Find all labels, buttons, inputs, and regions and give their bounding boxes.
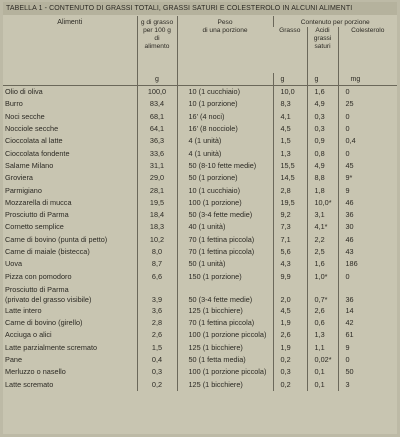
cholesterol-cell: 45 (338, 160, 397, 172)
table-row (3, 135, 397, 147)
food-name-cell: Carne di maiale (bistecca) (5, 247, 90, 256)
fat-per-100g-cell: 2,6 (137, 329, 177, 341)
cholesterol-cell: 9* (338, 172, 397, 184)
saturated-fat-cell: 2,2 (307, 234, 338, 246)
cholesterol-cell: 30 (338, 221, 397, 233)
portion-cell: 16' (4 noci) (177, 111, 273, 123)
food-name-cell: Pizza con pomodoro (5, 271, 72, 281)
food-name-cell: Prosciutto di Parma (privato del grasso visibile) (5, 284, 92, 304)
fat-per-100g-cell: 64,1 (137, 123, 177, 135)
table-row (3, 246, 397, 258)
food-name-cell: Acciuga o alici (5, 330, 52, 340)
food-name-cell: Prosciutto di Parma (5, 210, 69, 220)
unit-cell: g (273, 73, 307, 86)
cholesterol-cell: 14 (338, 305, 397, 317)
saturated-fat-cell: 1,0* (307, 270, 338, 282)
cholesterol-cell: 36 (338, 209, 397, 221)
fat-cell: 2,0 (273, 283, 307, 305)
portion-cell: 10 (1 porzione) (177, 98, 273, 110)
fat-cell: 5,6 (273, 246, 307, 258)
saturated-fat-cell: 1,6 (307, 258, 338, 270)
fat-per-100g-cell: 18,4 (137, 209, 177, 221)
cholesterol-cell: 61 (338, 329, 397, 341)
portion-cell: 100 (1 porzione piccola) (177, 366, 273, 378)
fat-per-100g-cell: 68,1 (137, 111, 177, 123)
fat-cell: 14,5 (273, 172, 307, 184)
cholesterol-cell: 36 (338, 283, 397, 305)
cholesterol-cell: 50 (338, 366, 397, 378)
saturated-fat-cell: 0,3 (307, 111, 338, 123)
cholesterol-cell: 0 (338, 86, 397, 99)
nutrition-table (3, 16, 397, 391)
saturated-fat-cell: 0,3 (307, 123, 338, 135)
unit-cell (3, 73, 137, 86)
food-name-cell: Groviera (5, 173, 33, 183)
portion-cell: 40 (1 unità) (177, 221, 273, 233)
saturated-fat-cell: 0,1 (307, 379, 338, 391)
saturated-fat-cell: 1,1 (307, 342, 338, 354)
header-food: Alimenti (57, 19, 83, 26)
cholesterol-cell: 46 (338, 234, 397, 246)
fat-cell: 7,1 (273, 234, 307, 246)
header-saturated: Acidi grassi saturi (307, 27, 338, 73)
food-name-cell: Mozzarella di mucca (5, 197, 72, 207)
food-name-cell: Carne di bovino (girello) (5, 318, 83, 328)
fat-per-100g-cell: 6,6 (137, 270, 177, 282)
fat-cell: 4,3 (273, 258, 307, 270)
portion-cell: 100 (1 porzione) (177, 197, 273, 209)
table-row (3, 172, 397, 184)
unit-cell (177, 73, 273, 86)
fat-cell: 4,5 (273, 305, 307, 317)
table-row (3, 184, 397, 196)
cholesterol-cell: 0 (338, 354, 397, 366)
table-row (3, 86, 397, 99)
food-name-cell: Latte parzialmente scremato (5, 342, 98, 352)
fat-cell: 1,9 (273, 342, 307, 354)
food-name-cell: Salame Milano (5, 160, 54, 170)
fat-per-100g-cell: 83,4 (137, 98, 177, 110)
fat-per-100g-cell: 10,2 (137, 234, 177, 246)
fat-per-100g-cell: 36,3 (137, 135, 177, 147)
saturated-fat-cell: 0,6 (307, 317, 338, 329)
fat-per-100g-cell: 31,1 (137, 160, 177, 172)
fat-per-100g-cell: 2,8 (137, 317, 177, 329)
saturated-fat-cell: 10,0* (307, 197, 338, 209)
food-name-cell: Pane (5, 355, 23, 365)
fat-per-100g-cell: 33,6 (137, 147, 177, 159)
cholesterol-cell: 9 (338, 342, 397, 354)
saturated-fat-cell: 0,8 (307, 147, 338, 159)
portion-cell: 4 (1 unità) (177, 147, 273, 159)
fat-per-100g-cell: 8,0 (137, 246, 177, 258)
table-row (3, 197, 397, 209)
fat-cell: 9,9 (273, 270, 307, 282)
fat-cell: 9,2 (273, 209, 307, 221)
portion-cell: 10 (1 cucchiaio) (177, 86, 273, 99)
unit-cell: mg (338, 73, 397, 86)
header-portion: Peso di una porzione (177, 16, 273, 73)
cholesterol-cell: 46 (338, 197, 397, 209)
portion-cell: 70 (1 fettina piccola) (177, 317, 273, 329)
portion-cell: 70 (1 fettina piccola) (177, 246, 273, 258)
table-row (3, 98, 397, 110)
cholesterol-cell: 9 (338, 184, 397, 196)
fat-per-100g-cell: 3,9 (137, 283, 177, 305)
portion-cell: 50 (3-4 fette medie) (177, 209, 273, 221)
cholesterol-cell: 0,4 (338, 135, 397, 147)
saturated-fat-cell: 2,6 (307, 305, 338, 317)
table-row (3, 270, 397, 282)
fat-cell: 19,5 (273, 197, 307, 209)
fat-per-100g-cell: 8,7 (137, 258, 177, 270)
table-row (3, 342, 397, 354)
portion-cell: 50 (3-4 fette medie) (177, 283, 273, 305)
table-row (3, 305, 397, 317)
portion-cell: 125 (1 bicchiere) (177, 305, 273, 317)
food-name-cell: Carne di bovino (punta di petto) (5, 234, 108, 244)
table-body (3, 86, 397, 391)
fat-cell: 0,2 (273, 379, 307, 391)
saturated-fat-cell: 0,02* (307, 354, 338, 366)
saturated-fat-cell: 4,1* (307, 221, 338, 233)
table-row (3, 317, 397, 329)
fat-per-100g-cell: 29,0 (137, 172, 177, 184)
food-name-cell: Latte intero (5, 305, 42, 315)
document-page (3, 2, 397, 434)
table-row (3, 123, 397, 135)
fat-per-100g-cell: 19,5 (137, 197, 177, 209)
fat-cell: 1,9 (273, 317, 307, 329)
fat-per-100g-cell: 1,5 (137, 342, 177, 354)
fat-cell: 8,3 (273, 98, 307, 110)
portion-cell: 125 (1 bicchiere) (177, 379, 273, 391)
portion-cell: 70 (1 fettina piccola) (177, 234, 273, 246)
cholesterol-cell: 186 (338, 258, 397, 270)
cholesterol-cell: 0 (338, 147, 397, 159)
saturated-fat-cell: 3,1 (307, 209, 338, 221)
cholesterol-cell: 0 (338, 123, 397, 135)
table-row (3, 147, 397, 159)
fat-cell: 1,3 (273, 147, 307, 159)
food-name-cell: Cornetto semplice (5, 222, 64, 232)
cholesterol-cell: 3 (338, 379, 397, 391)
food-name-cell: Cioccolata al latte (5, 136, 63, 146)
unit-cell: g (137, 73, 177, 86)
portion-cell: 100 (1 porzione piccola) (177, 329, 273, 341)
fat-cell: 15,5 (273, 160, 307, 172)
cholesterol-cell: 25 (338, 98, 397, 110)
table-row (3, 160, 397, 172)
saturated-fat-cell: 4,9 (307, 98, 338, 110)
table-row (3, 329, 397, 341)
fat-cell: 0,3 (273, 366, 307, 378)
table-row (3, 221, 397, 233)
table-row (3, 209, 397, 221)
header-fat: Grasso (279, 27, 301, 34)
food-name-cell: Parmigiano (5, 185, 42, 195)
fat-cell: 4,1 (273, 111, 307, 123)
food-name-cell: Noci secche (5, 111, 45, 121)
saturated-fat-cell: 1,6 (307, 86, 338, 99)
header-cholesterol: Colesterolo (338, 27, 397, 73)
fat-per-100g-cell: 100,0 (137, 86, 177, 99)
cholesterol-cell: 43 (338, 246, 397, 258)
fat-per-100g-cell: 0,3 (137, 366, 177, 378)
table-row (3, 379, 397, 391)
cholesterol-cell: 0 (338, 270, 397, 282)
food-name-cell: Uova (5, 259, 23, 269)
header-fat-per-100g: g di grasso per 100 g di alimento (137, 16, 177, 73)
portion-cell: 50 (1 fetta media) (177, 354, 273, 366)
table-row (3, 366, 397, 378)
fat-per-100g-cell: 18,3 (137, 221, 177, 233)
portion-cell: 50 (8-10 fette medie) (177, 160, 273, 172)
cholesterol-cell: 42 (338, 317, 397, 329)
saturated-fat-cell: 4,9 (307, 160, 338, 172)
fat-cell: 7,3 (273, 221, 307, 233)
saturated-fat-cell: 0,1 (307, 366, 338, 378)
food-name-cell: Cioccolata fondente (5, 148, 70, 158)
portion-cell: 10 (1 cucchiaio) (177, 184, 273, 196)
fat-per-100g-cell: 3,6 (137, 305, 177, 317)
fat-per-100g-cell: 0,2 (137, 379, 177, 391)
food-name-cell: Merluzzo o nasello (5, 367, 66, 377)
saturated-fat-cell: 8,8 (307, 172, 338, 184)
saturated-fat-cell: 2,5 (307, 246, 338, 258)
portion-cell: 50 (1 unità) (177, 258, 273, 270)
food-name-cell: Nocciole secche (5, 124, 59, 134)
unit-cell: g (307, 73, 338, 86)
table-row (3, 234, 397, 246)
fat-per-100g-cell: 28,1 (137, 184, 177, 196)
fat-cell: 2,8 (273, 184, 307, 196)
food-name-cell: Burro (5, 99, 23, 109)
table-title: TABELLA 1 - CONTENUTO DI GRASSI TOTALI, GRASSI SATURI E COLESTEROLO IN ALCUNI ALIMENTI (3, 2, 397, 15)
table-row (3, 258, 397, 270)
portion-cell: 125 (1 bicchiere) (177, 342, 273, 354)
table-row (3, 111, 397, 123)
fat-cell: 4,5 (273, 123, 307, 135)
fat-cell: 0,2 (273, 354, 307, 366)
saturated-fat-cell: 0,9 (307, 135, 338, 147)
portion-cell: 4 (1 unità) (177, 135, 273, 147)
saturated-fat-cell: 1,3 (307, 329, 338, 341)
portion-cell: 150 (1 porzione) (177, 270, 273, 282)
table-row (3, 283, 397, 305)
saturated-fat-cell: 1,8 (307, 184, 338, 196)
fat-cell: 10,0 (273, 86, 307, 99)
fat-cell: 1,5 (273, 135, 307, 147)
food-name-cell: Latte scremato (5, 379, 54, 389)
header-content-group: Contenuto per porzione (273, 16, 397, 27)
saturated-fat-cell: 0,7* (307, 283, 338, 305)
cholesterol-cell: 0 (338, 111, 397, 123)
food-name-cell: Olio di oliva (5, 87, 43, 97)
portion-cell: 50 (1 porzione) (177, 172, 273, 184)
portion-cell: 16' (8 nocciole) (177, 123, 273, 135)
fat-cell: 2,6 (273, 329, 307, 341)
table-row (3, 354, 397, 366)
fat-per-100g-cell: 0,4 (137, 354, 177, 366)
